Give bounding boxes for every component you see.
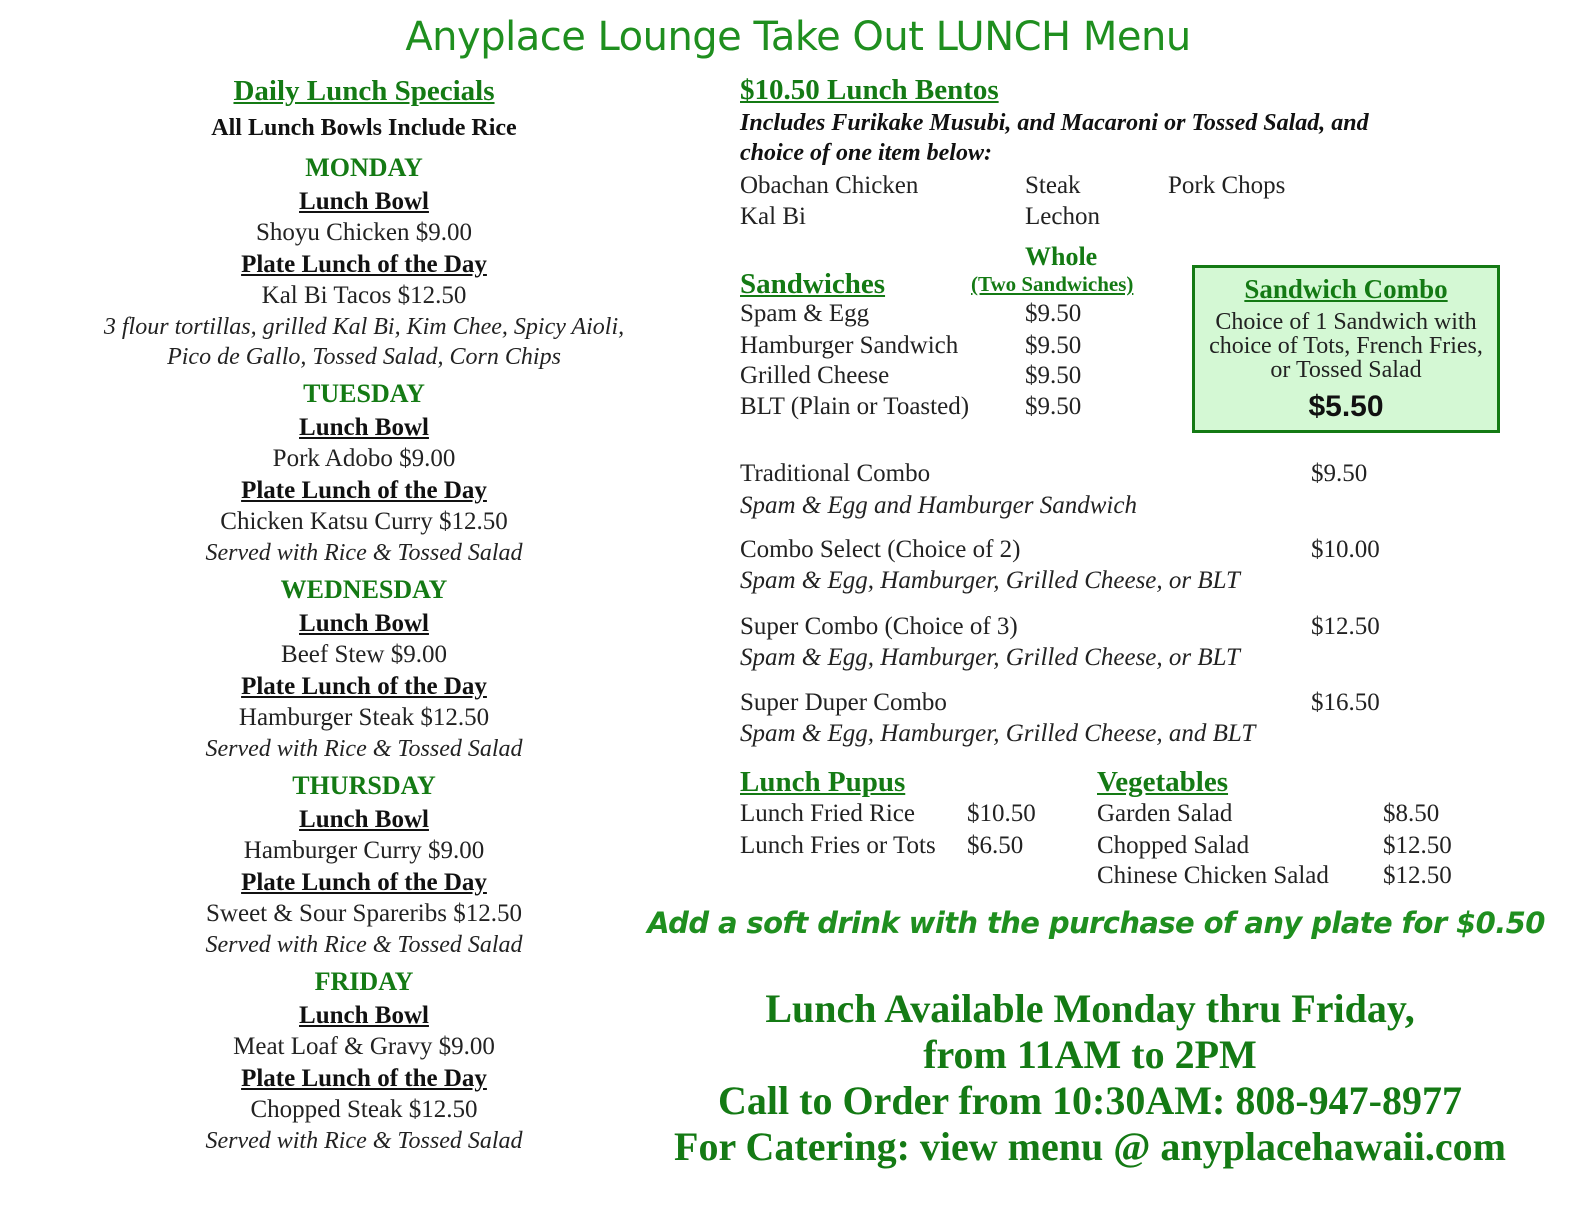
- availability-footer: [620, 986, 1560, 1170]
- vegetables-heading: Vegetables: [1097, 766, 1229, 798]
- plate-lunch-note: Served with Rice & Tossed Salad: [205, 932, 523, 958]
- two-sandwiches-label: (Two Sandwiches): [971, 272, 1134, 296]
- vegetable-name: Chinese Chicken Salad: [1097, 862, 1329, 889]
- combo-name: Combo Select (Choice of 2): [740, 536, 1021, 563]
- day-heading: TUESDAY: [303, 379, 425, 408]
- whole-label: Whole: [1025, 242, 1098, 271]
- bento-item: Steak: [1025, 172, 1081, 199]
- sandwiches-heading: Sandwiches: [740, 268, 886, 300]
- bentos-description-2: choice of one item below:: [740, 140, 992, 166]
- combo-price: $9.50: [1311, 460, 1368, 487]
- lunch-bowl-label: Lunch Bowl: [299, 414, 429, 441]
- plate-lunch-note: Served with Rice & Tossed Salad: [205, 736, 523, 762]
- lunch-bowl-item: Shoyu Chicken $9.00: [256, 219, 472, 246]
- plate-lunch-item: Kal Bi Tacos $12.50: [261, 282, 467, 309]
- plate-lunch-note: Pico de Gallo, Tossed Salad, Corn Chips: [167, 344, 561, 370]
- pupu-price: $6.50: [967, 832, 1024, 859]
- sandwich-price: $9.50: [1025, 300, 1082, 327]
- plate-lunch-note: Served with Rice & Tossed Salad: [205, 540, 523, 566]
- day-heading: THURSDAY: [292, 771, 436, 800]
- combo-price: $10.00: [1311, 536, 1380, 563]
- daily-specials-column: [60, 72, 668, 1156]
- bentos-heading: $10.50 Lunch Bentos: [740, 74, 999, 106]
- lunch-bowl-item: Beef Stew $9.00: [281, 641, 447, 668]
- sandwich-combo-description: Choice of 1 Sandwich with choice of Tots, French Fries, or Tossed Salad: [1209, 309, 1483, 383]
- day-block-wednesday: [60, 572, 668, 764]
- combo-price: $16.50: [1311, 689, 1380, 716]
- day-heading: FRIDAY: [314, 967, 414, 996]
- plate-lunch-item: Hamburger Steak $12.50: [238, 704, 490, 731]
- combo-name: Super Duper Combo: [740, 689, 947, 716]
- plate-lunch-label: Plate Lunch of the Day: [241, 477, 487, 504]
- plate-lunch-item: Sweet & Sour Spareribs $12.50: [206, 900, 522, 927]
- vegetable-price: $12.50: [1383, 862, 1452, 889]
- plate-lunch-label: Plate Lunch of the Day: [241, 251, 487, 278]
- plate-lunch-note: Served with Rice & Tossed Salad: [205, 1128, 523, 1154]
- combo-description: Spam & Egg, Hamburger, Grilled Cheese, or BLT: [740, 644, 1240, 671]
- day-block-monday: [60, 150, 668, 372]
- lunch-bowl-label: Lunch Bowl: [299, 1002, 429, 1029]
- day-block-tuesday: [60, 376, 668, 568]
- sandwich-price: $9.50: [1025, 393, 1082, 420]
- bentos-description: Includes Furikake Musubi, and Macaroni or Tossed Salad, and: [740, 110, 1369, 136]
- sandwich-name: BLT (Plain or Toasted): [740, 393, 970, 420]
- lunch-bowl-label: Lunch Bowl: [299, 188, 429, 215]
- daily-specials-heading: Daily Lunch Specials: [233, 75, 495, 107]
- day-block-friday: [60, 964, 668, 1156]
- sandwich-combo-price: $5.50: [1308, 390, 1384, 423]
- lunch-bowl-label: Lunch Bowl: [299, 610, 429, 637]
- combo-name: Traditional Combo: [740, 460, 931, 487]
- plate-lunch-label: Plate Lunch of the Day: [241, 1065, 487, 1092]
- lunch-bowl-item: Pork Adobo $9.00: [272, 445, 456, 472]
- combo-description: Spam & Egg and Hamburger Sandwich: [740, 492, 1137, 519]
- bento-item: Lechon: [1025, 203, 1100, 230]
- combo-name: Super Combo (Choice of 3): [740, 613, 1018, 640]
- combo-price: $12.50: [1311, 613, 1380, 640]
- sandwich-price: $9.50: [1025, 362, 1082, 389]
- day-heading: MONDAY: [305, 153, 423, 182]
- combo-description: Spam & Egg, Hamburger, Grilled Cheese, or BLT: [740, 567, 1240, 594]
- sandwich-price: $9.50: [1025, 332, 1082, 359]
- pupu-price: $10.50: [967, 800, 1036, 827]
- bento-item: Kal Bi: [740, 203, 806, 230]
- vegetable-price: $8.50: [1383, 800, 1440, 827]
- day-block-thursday: [60, 768, 668, 960]
- plate-lunch-label: Plate Lunch of the Day: [241, 869, 487, 896]
- vegetable-name: Chopped Salad: [1097, 832, 1250, 859]
- plate-lunch-label: Plate Lunch of the Day: [241, 673, 487, 700]
- sandwich-name: Grilled Cheese: [740, 362, 890, 389]
- sandwich-combo-box: [1192, 265, 1500, 433]
- order-phone-line: Call to Order from 10:30AM: 808-947-8977: [718, 1078, 1462, 1123]
- soft-drink-offer: Add a soft drink with the purchase of any plate for $0.50: [647, 906, 1545, 940]
- menu-title: Anyplace Lounge Take Out LUNCH Menu: [405, 14, 1191, 60]
- bento-item: Obachan Chicken: [740, 172, 919, 199]
- bento-item: Pork Chops: [1168, 172, 1286, 199]
- sandwich-name: Hamburger Sandwich: [740, 332, 959, 359]
- availability-line: Lunch Available Monday thru Friday,: [765, 986, 1415, 1031]
- vegetable-name: Garden Salad: [1097, 800, 1233, 827]
- combo-description: Spam & Egg, Hamburger, Grilled Cheese, and BLT: [740, 720, 1256, 747]
- sandwich-name: Spam & Egg: [740, 300, 870, 327]
- bowls-include-rice-note: All Lunch Bowls Include Rice: [211, 115, 517, 141]
- sandwich-combo-title: Sandwich Combo: [1244, 274, 1448, 304]
- plate-lunch-item: Chicken Katsu Curry $12.50: [220, 508, 508, 535]
- lunch-bowl-item: Hamburger Curry $9.00: [243, 837, 485, 864]
- catering-line: For Catering: view menu @ anyplacehawaii.com: [674, 1124, 1506, 1169]
- plate-lunch-item: Chopped Steak $12.50: [250, 1096, 478, 1123]
- vegetable-price: $12.50: [1383, 832, 1452, 859]
- lunch-bowl-label: Lunch Bowl: [299, 806, 429, 833]
- plate-lunch-note: 3 flour tortillas, grilled Kal Bi, Kim Chee, Spicy Aioli,: [103, 314, 625, 340]
- pupu-name: Lunch Fries or Tots: [740, 832, 936, 859]
- pupu-name: Lunch Fried Rice: [740, 800, 915, 827]
- lunch-bowl-item: Meat Loaf & Gravy $9.00: [233, 1033, 495, 1060]
- hours-line: from 11AM to 2PM: [923, 1032, 1257, 1077]
- day-heading: WEDNESDAY: [280, 575, 448, 604]
- lunch-pupus-heading: Lunch Pupus: [740, 766, 906, 798]
